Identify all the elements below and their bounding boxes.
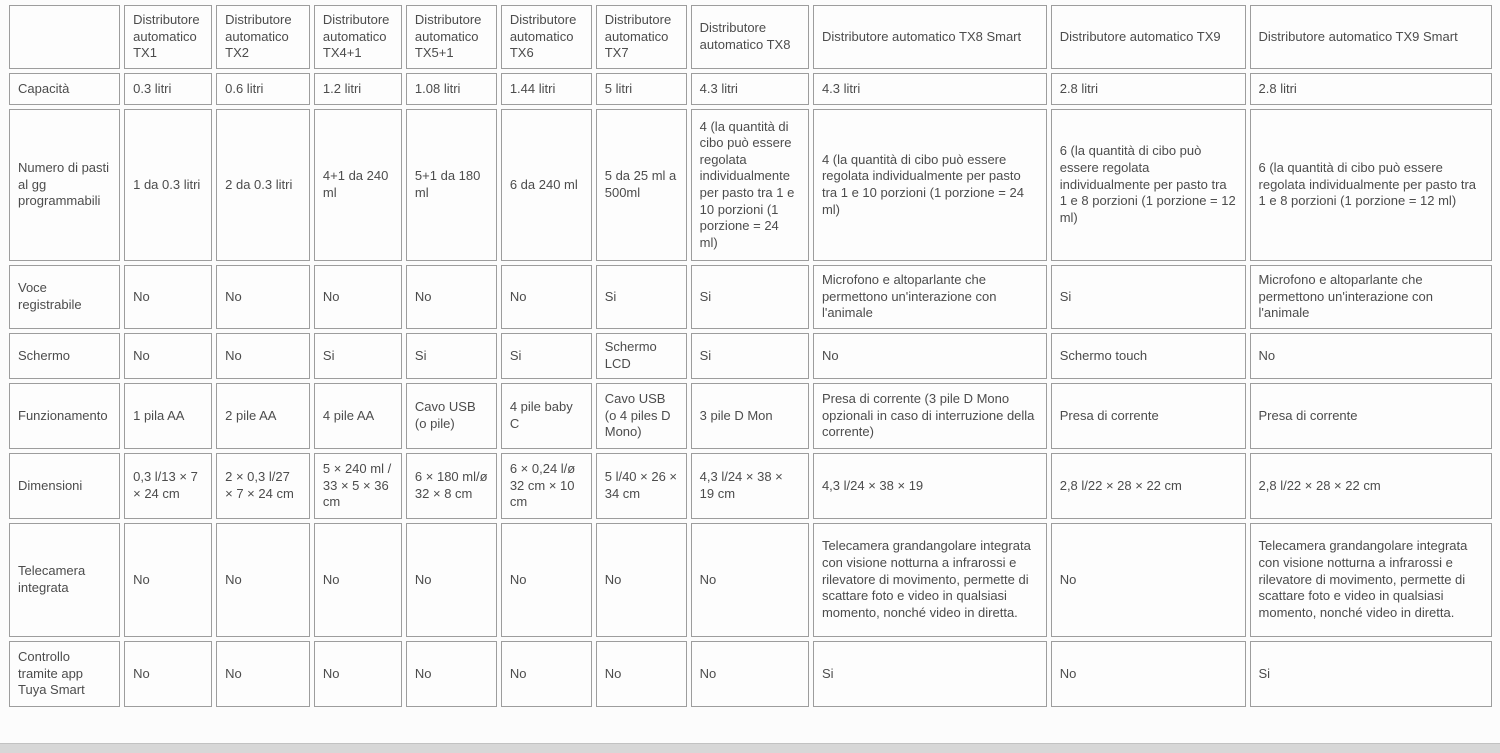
- table-cell: 2.8 litri: [1051, 73, 1246, 105]
- table-cell: 2.8 litri: [1250, 73, 1492, 105]
- table-cell: Schermo touch: [1051, 333, 1246, 379]
- header-cell: Distributore automatico TX8: [691, 5, 809, 69]
- table-row: [9, 333, 1492, 379]
- table-cell: No: [406, 265, 497, 329]
- row-label: Funzionamento: [9, 383, 120, 449]
- table-cell: No: [501, 265, 592, 329]
- table-cell: No: [406, 641, 497, 707]
- table-cell: Telecamera grandangolare integrata con visione notturna a infrarossi e rilevatore di movimento, permette di scattare foto e video in qualsiasi momento, nonché video in diretta.: [813, 523, 1047, 637]
- table-body: [9, 73, 1492, 707]
- table-cell: No: [501, 641, 592, 707]
- table-cell: 1.2 litri: [314, 73, 402, 105]
- table-cell: Microfono e altoparlante che permettono un'interazione con l'animale: [813, 265, 1047, 329]
- table-cell: 4 pile baby C: [501, 383, 592, 449]
- table-cell: No: [216, 523, 310, 637]
- table-cell: No: [406, 523, 497, 637]
- table-cell: No: [314, 641, 402, 707]
- table-cell: Cavo USB (o 4 piles D Mono): [596, 383, 687, 449]
- table-cell: 5+1 da 180 ml: [406, 109, 497, 261]
- table-cell: 4,3 l/24 × 38 × 19 cm: [691, 453, 809, 519]
- table-cell: No: [124, 641, 212, 707]
- header-row: [9, 5, 1492, 69]
- table-cell: 1.44 litri: [501, 73, 592, 105]
- table-cell: No: [124, 333, 212, 379]
- table-cell: Presa di corrente: [1051, 383, 1246, 449]
- header-cell: Distributore automatico TX6: [501, 5, 592, 69]
- bottom-strip: [0, 743, 1500, 753]
- table-cell: Si: [1250, 641, 1492, 707]
- table-row: [9, 641, 1492, 707]
- table-cell: No: [813, 333, 1047, 379]
- table-cell: 5 l/40 × 26 × 34 cm: [596, 453, 687, 519]
- table-cell: Si: [501, 333, 592, 379]
- table-cell: 4+1 da 240 ml: [314, 109, 402, 261]
- table-cell: No: [596, 523, 687, 637]
- header-cell: Distributore automatico TX1: [124, 5, 212, 69]
- table-cell: No: [314, 265, 402, 329]
- table-cell: Schermo LCD: [596, 333, 687, 379]
- table-cell: Cavo USB (o pile): [406, 383, 497, 449]
- table-cell: Si: [1051, 265, 1246, 329]
- table-cell: No: [314, 523, 402, 637]
- row-label: Dimensioni: [9, 453, 120, 519]
- table-row: [9, 383, 1492, 449]
- table-row: [9, 109, 1492, 261]
- table-cell: No: [691, 523, 809, 637]
- row-label: Capacità: [9, 73, 120, 105]
- table-cell: Presa di corrente: [1250, 383, 1492, 449]
- table-cell: 6 (la quantità di cibo può essere regolata individualmente per pasto tra 1 e 8 porzioni (1 porzione = 12 ml): [1250, 109, 1492, 261]
- row-label: Schermo: [9, 333, 120, 379]
- table-cell: 4 (la quantità di cibo può essere regolata individualmente per pasto tra 1 e 10 porzioni (1 porzione = 24 ml): [691, 109, 809, 261]
- table-cell: 2,8 l/22 × 28 × 22 cm: [1051, 453, 1246, 519]
- table-cell: No: [1250, 333, 1492, 379]
- table-cell: 5 × 240 ml / 33 × 5 × 36 cm: [314, 453, 402, 519]
- table-cell: Si: [691, 265, 809, 329]
- table-cell: 4,3 l/24 × 38 × 19: [813, 453, 1047, 519]
- table-cell: 2 × 0,3 l/27 × 7 × 24 cm: [216, 453, 310, 519]
- table-cell: 4.3 litri: [691, 73, 809, 105]
- table-cell: Telecamera grandangolare integrata con visione notturna a infrarossi e rilevatore di movimento, permette di scattare foto e video in qualsiasi momento, nonché video in diretta.: [1250, 523, 1492, 637]
- table-cell: 1.08 litri: [406, 73, 497, 105]
- table-cell: 4 pile AA: [314, 383, 402, 449]
- table-cell: 6 × 0,24 l/ø 32 cm × 10 cm: [501, 453, 592, 519]
- header-cell: Distributore automatico TX9: [1051, 5, 1246, 69]
- table-cell: No: [501, 523, 592, 637]
- table-cell: 4.3 litri: [813, 73, 1047, 105]
- corner-cell: [9, 5, 120, 69]
- table-cell: Si: [314, 333, 402, 379]
- header-cell: Distributore automatico TX4+1: [314, 5, 402, 69]
- table-cell: 5 litri: [596, 73, 687, 105]
- table-cell: 0.6 litri: [216, 73, 310, 105]
- row-label: Numero di pasti al gg programmabili: [9, 109, 120, 261]
- header-cell: Distributore automatico TX2: [216, 5, 310, 69]
- table-cell: No: [1051, 523, 1246, 637]
- header-cell: Distributore automatico TX5+1: [406, 5, 497, 69]
- table-cell: 2,8 l/22 × 28 × 22 cm: [1250, 453, 1492, 519]
- table-row: [9, 453, 1492, 519]
- row-label: Telecamera integrata: [9, 523, 120, 637]
- table-cell: 1 da 0.3 litri: [124, 109, 212, 261]
- table-cell: No: [124, 265, 212, 329]
- table-cell: No: [216, 333, 310, 379]
- table-cell: No: [124, 523, 212, 637]
- row-label: Controllo tramite app Tuya Smart: [9, 641, 120, 707]
- table-row: [9, 523, 1492, 637]
- table-cell: No: [691, 641, 809, 707]
- table-cell: No: [216, 641, 310, 707]
- table-cell: Si: [813, 641, 1047, 707]
- table-cell: Microfono e altoparlante che permettono un'interazione con l'animale: [1250, 265, 1492, 329]
- table-cell: 6 da 240 ml: [501, 109, 592, 261]
- table-cell: Si: [691, 333, 809, 379]
- table-row: [9, 73, 1492, 105]
- table-cell: No: [596, 641, 687, 707]
- header-cell: Distributore automatico TX8 Smart: [813, 5, 1047, 69]
- table-cell: 0,3 l/13 × 7 × 24 cm: [124, 453, 212, 519]
- comparison-table: [5, 1, 1496, 711]
- table-row: [9, 265, 1492, 329]
- row-label: Voce registrabile: [9, 265, 120, 329]
- table-cell: No: [216, 265, 310, 329]
- header-cell: Distributore automatico TX9 Smart: [1250, 5, 1492, 69]
- table-cell: 3 pile D Mon: [691, 383, 809, 449]
- header-cell: Distributore automatico TX7: [596, 5, 687, 69]
- table-cell: 1 pila AA: [124, 383, 212, 449]
- table-cell: Si: [596, 265, 687, 329]
- table-cell: 5 da 25 ml a 500ml: [596, 109, 687, 261]
- table-cell: 6 × 180 ml/ø 32 × 8 cm: [406, 453, 497, 519]
- table-cell: 6 (la quantità di cibo può essere regolata individualmente per pasto tra 1 e 8 porzioni (1 porzione = 12 ml): [1051, 109, 1246, 261]
- table-cell: 4 (la quantità di cibo può essere regolata individualmente per pasto tra 1 e 10 porzioni (1 porzione = 24 ml): [813, 109, 1047, 261]
- table-cell: Presa di corrente (3 pile D Mono opzionali in caso di interruzione della corrente): [813, 383, 1047, 449]
- table-cell: Si: [406, 333, 497, 379]
- table-cell: 2 pile AA: [216, 383, 310, 449]
- table-cell: 0.3 litri: [124, 73, 212, 105]
- table-cell: No: [1051, 641, 1246, 707]
- table-cell: 2 da 0.3 litri: [216, 109, 310, 261]
